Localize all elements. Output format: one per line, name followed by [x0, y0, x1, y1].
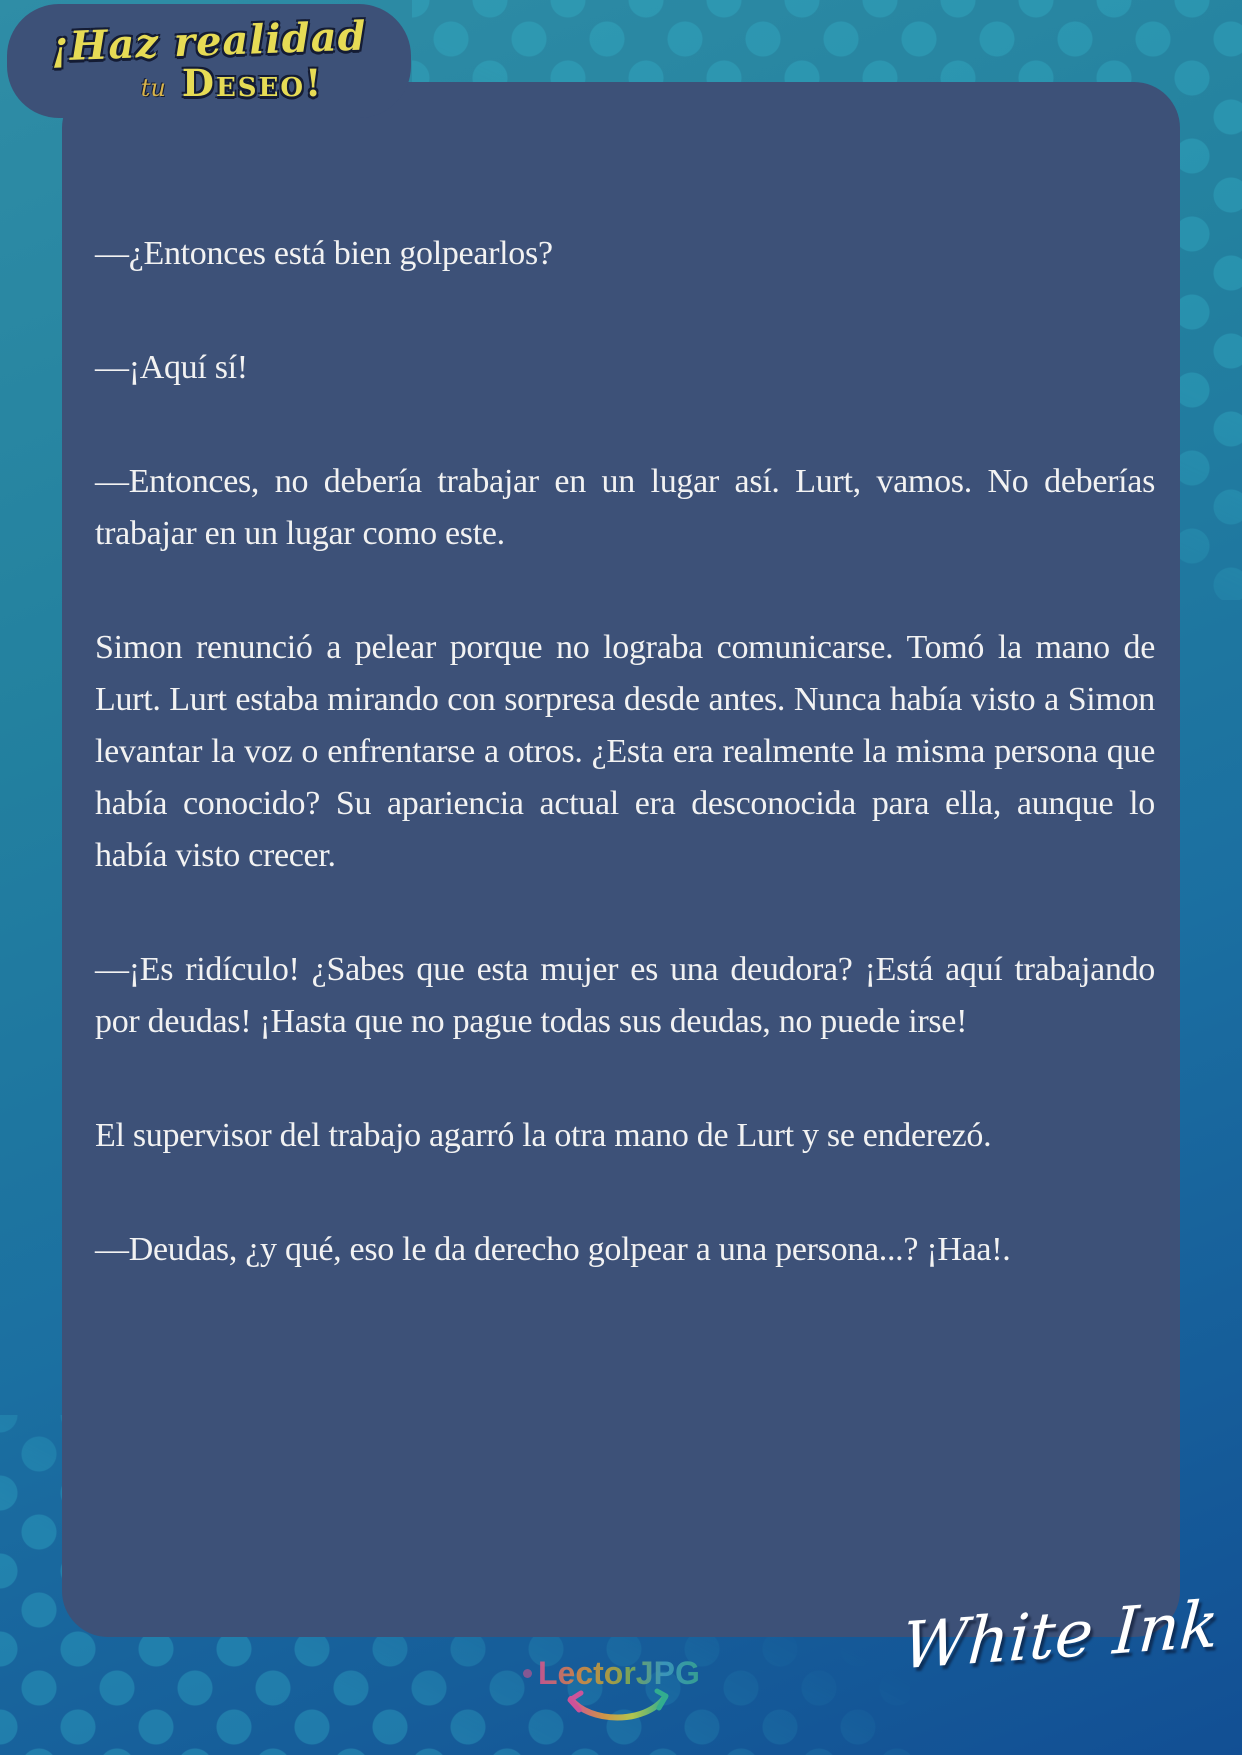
- logo-dot: [523, 1669, 532, 1678]
- story-text: [95, 228, 1155, 1338]
- paragraph: —Entonces, no debería trabajar en un lugar así. Lurt, vamos. No deberías trabajar en un lugar como este.: [95, 463, 1155, 552]
- smile-arrow-icon: [557, 1687, 681, 1729]
- paragraph: El supervisor del trabajo agarró la otra mano de Lurt y se enderezó.: [95, 1117, 992, 1154]
- badge-deseo-text: Deseo!: [181, 60, 324, 105]
- lectorjpg-logo-text: [538, 1656, 700, 1690]
- badge-tu-text: tu: [140, 73, 166, 102]
- paragraph: —Deudas, ¿y qué, eso le da derecho golpear a una persona...? ¡Haa!.: [95, 1231, 1011, 1268]
- logo-badge: [7, 4, 411, 118]
- badge-second-line: [95, 60, 324, 105]
- white-ink-signature: White Ink: [899, 1587, 1221, 1685]
- logo-text-jpg: JPG: [635, 1655, 700, 1691]
- paragraph: Simon renunció a pelear porque no lograba comunicarse. Tomó la mano de Lurt. Lurt estaba mirando con sorpresa desde antes. Nunca había visto a Simon levantar la voz o enfrentarse a otros. ¿Esta era realmente la misma persona que había conocido? Su apariencia actual era desconocida para ella, aunque lo había visto crecer.: [95, 629, 1155, 874]
- paragraph: —¿Entonces está bien golpearlos?: [95, 235, 553, 272]
- badge-script-line: ¡Haz realidad: [50, 12, 368, 70]
- logo-text-lector: Lector: [538, 1655, 636, 1691]
- lectorjpg-logo: [538, 1656, 700, 1729]
- paragraph: —¡Es ridículo! ¿Sabes que esta mujer es una deudora? ¡Está aquí trabajando por deudas! ¡Hasta que no pague todas sus deudas, no puede irse!: [95, 951, 1155, 1040]
- paragraph: —¡Aquí sí!: [95, 349, 248, 386]
